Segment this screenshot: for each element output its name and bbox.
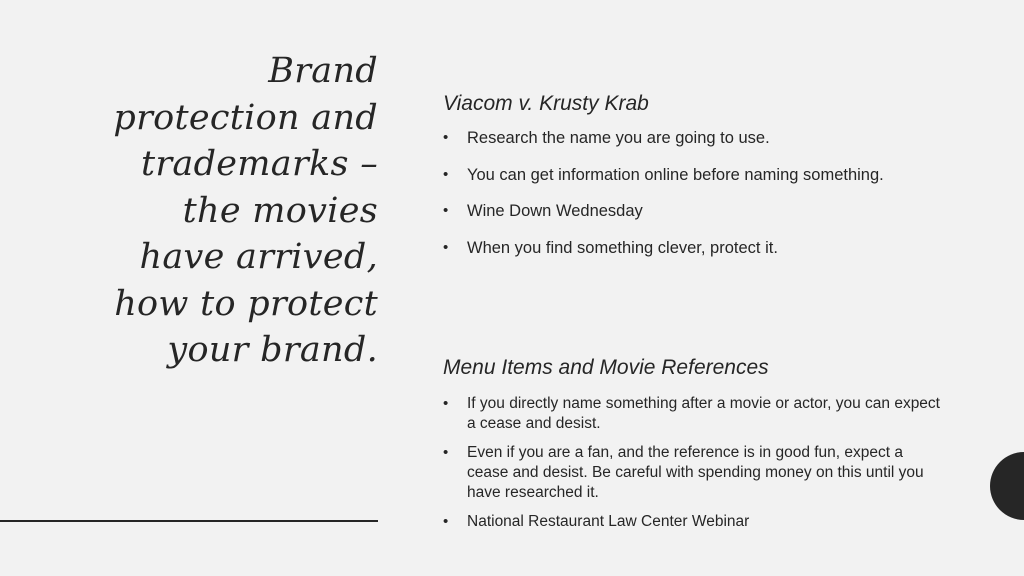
- bullet-text: When you find something clever, protect it.: [467, 238, 778, 257]
- bullet-dot-icon: •: [443, 165, 449, 183]
- title-underline-divider: [0, 520, 378, 522]
- bullet-item: [443, 128, 963, 148]
- bullet-text: Research the name you are going to use.: [467, 129, 770, 147]
- slide-title-line: protection and: [113, 97, 378, 138]
- bullet-dot-icon: •: [443, 202, 449, 219]
- bullet-dot-icon: •: [443, 129, 449, 146]
- bullet-dot-icon: •: [443, 395, 449, 412]
- decorative-circle-shape: [990, 452, 1024, 520]
- bullet-text: Even if you are a fan, and the reference is in good fun, expect a cease and desist. Be careful with spending money on this until you have researched it.: [467, 444, 924, 501]
- bullet-text: National Restaurant Law Center Webinar: [467, 513, 750, 530]
- bullet-list: [443, 394, 963, 532]
- slide-title: [40, 48, 378, 374]
- bullet-dot-icon: •: [443, 444, 449, 461]
- bullet-text: If you directly name something after a movie or actor, you can expect a cease and desist.: [467, 395, 940, 432]
- bullet-text: Wine Down Wednesday: [467, 202, 643, 220]
- section-viacom-v-krusty-krab: [443, 90, 963, 274]
- bullet-list: [443, 128, 963, 258]
- section-menu-items-and-movie-references: [443, 354, 963, 541]
- bullet-text: You can get information online before naming something.: [467, 165, 884, 184]
- bullet-item: [443, 165, 963, 185]
- slide-title-line: your brand.: [167, 330, 378, 370]
- bullet-dot-icon: •: [443, 513, 449, 530]
- bullet-item: [443, 512, 945, 532]
- slide-title-line: the movies: [182, 190, 378, 231]
- bullet-item: [443, 238, 963, 258]
- slide-title-line: how to protect: [114, 283, 378, 324]
- bullet-dot-icon: •: [443, 238, 449, 256]
- section-heading: Viacom v. Krusty Krab: [443, 92, 649, 115]
- bullet-item: [443, 394, 945, 434]
- slide-title-line: have arrived,: [139, 237, 378, 277]
- bullet-item: [443, 443, 945, 503]
- slide-title-line: Brand: [268, 51, 378, 91]
- section-heading: Menu Items and Movie References: [443, 356, 769, 379]
- bullet-item: [443, 201, 963, 221]
- slide-title-line: trademarks –: [141, 144, 378, 184]
